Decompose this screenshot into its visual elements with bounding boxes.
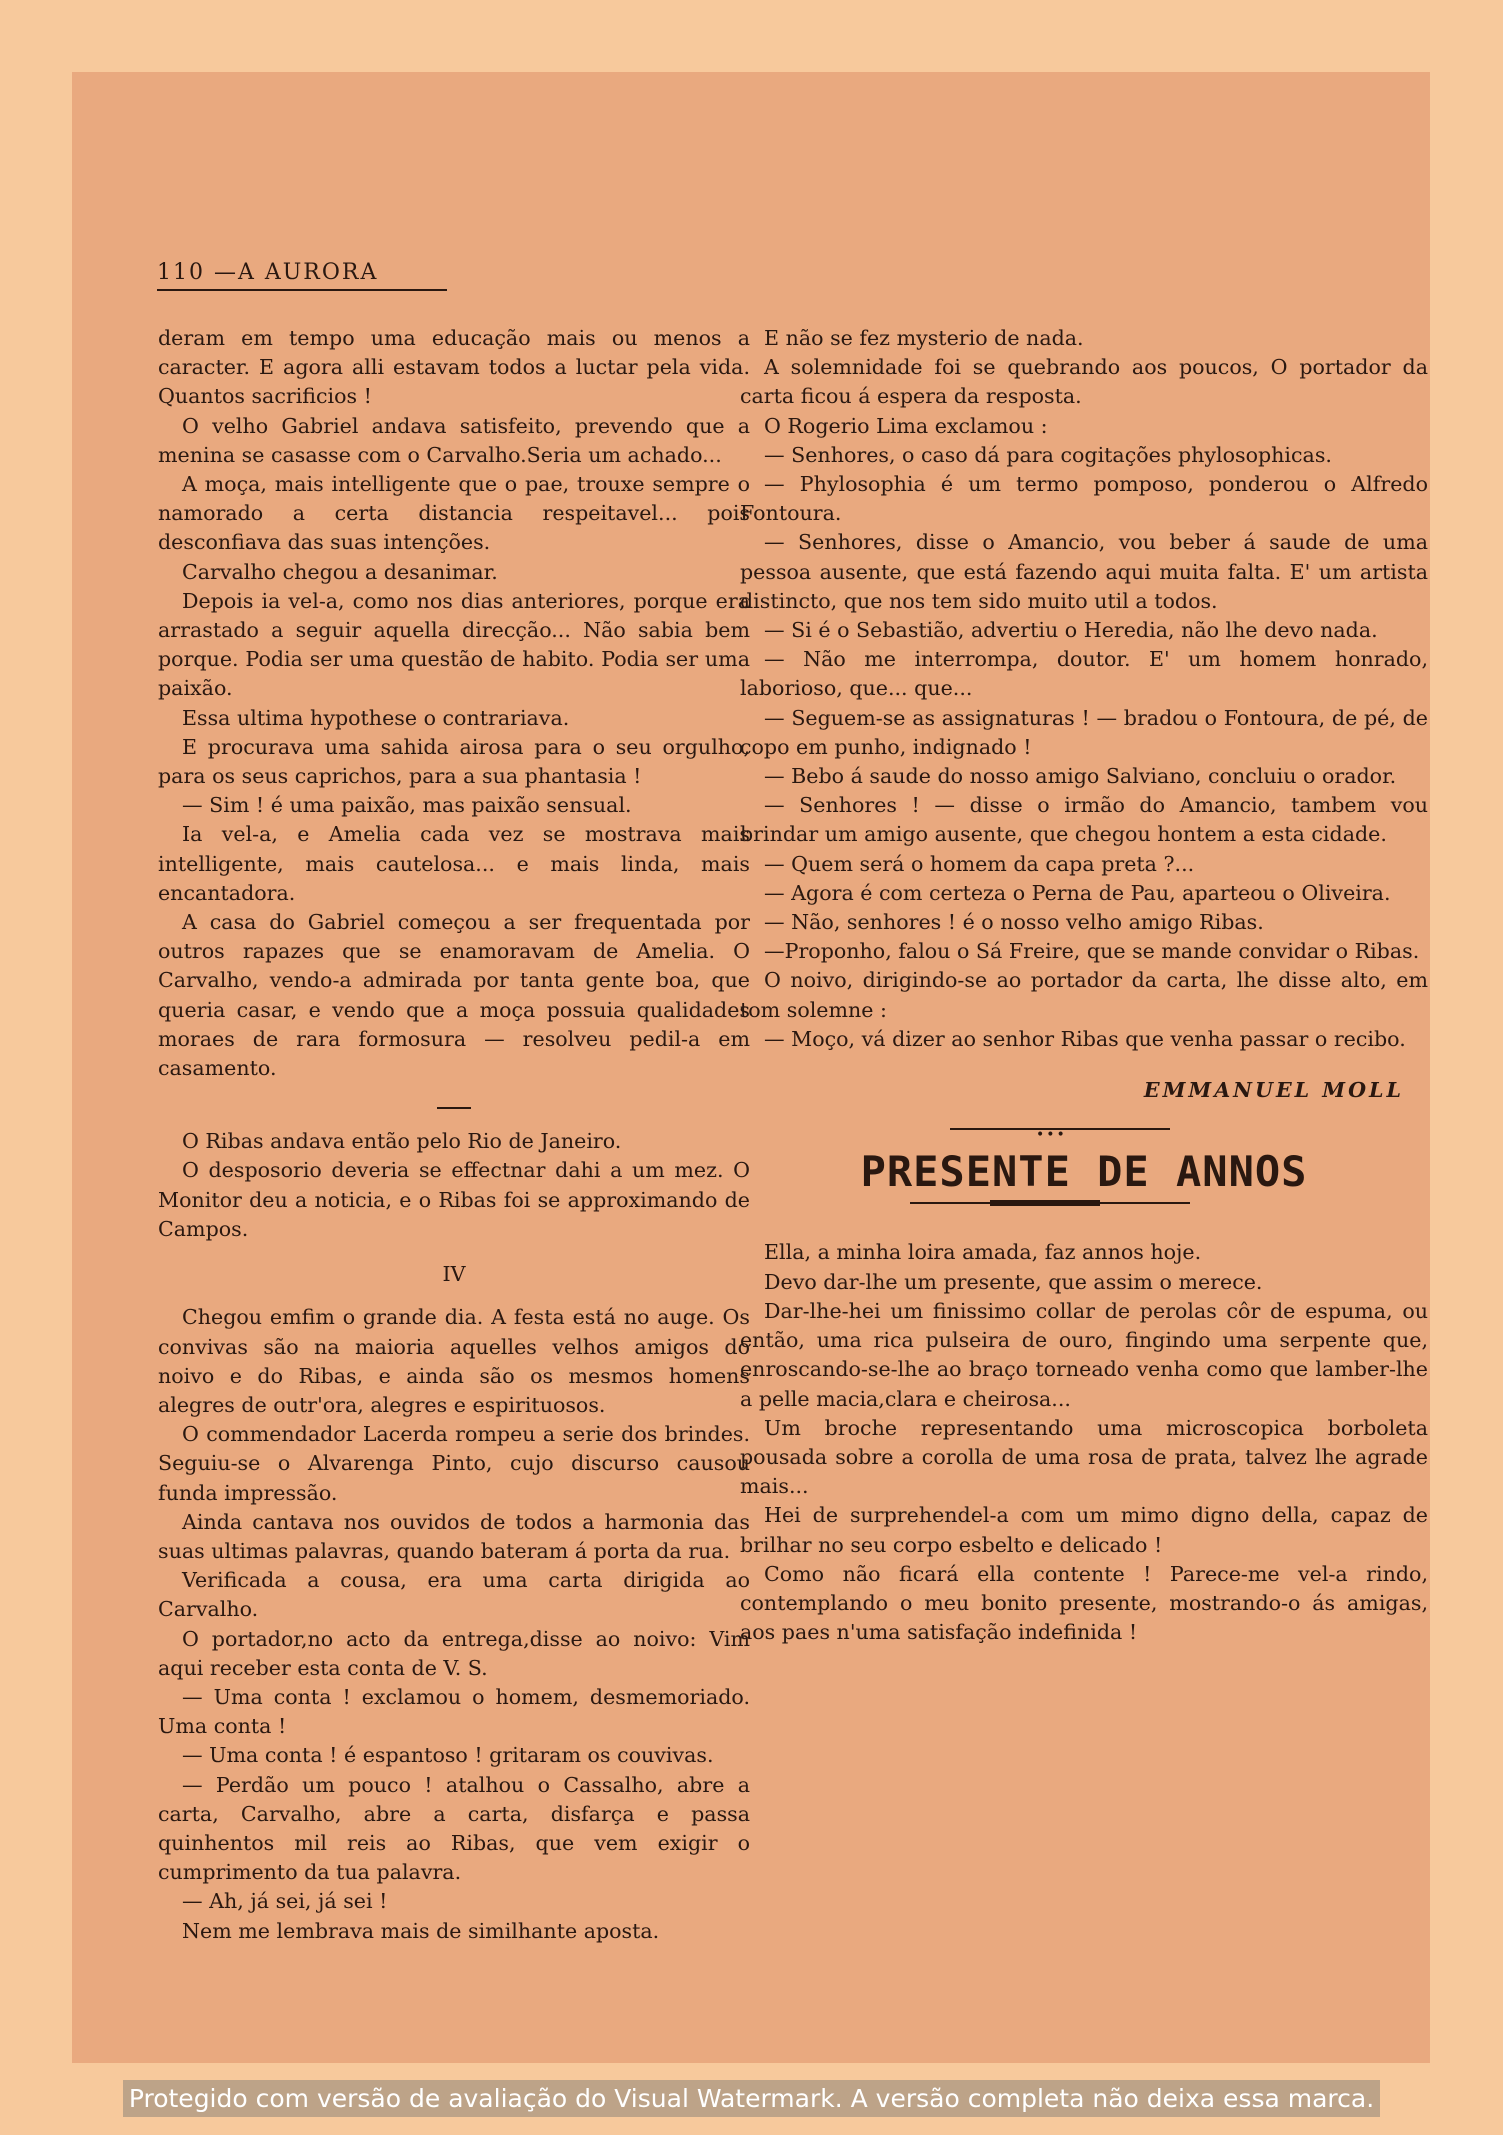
paragraph: O desposorio deveria se effectnar dahi a um mez. O Monitor deu a noticia, e o Ribas foi se approximando de Campos.: [158, 1158, 750, 1241]
left-column: [158, 324, 750, 1946]
paragraph: Um broche representando uma microscopica borboleta pousada sobre a corolla de uma rosa de prata, talvez lhe agrade mais...: [740, 1415, 1428, 1499]
paragraph: Depois ia vel-a, como nos dias anteriores, porque era arrastado a seguir aquella direcção... Não sabia bem porque. Podia ser uma questão de habito. Podia ser uma paixão.: [158, 588, 750, 701]
watermark-text: Protegido com versão de avaliação do Visual Watermark. A versão completa não deixa essa marca.: [123, 2080, 1380, 2117]
paragraph: Dar-lhe-hei um finissimo collar de perolas côr de espuma, ou então, uma rica pulseira de ouro, fingindo uma serpente que, enroscando-se-lhe ao braço torneado venha como que lamber-lhe a pelle macia,clara e cheirosa...: [740, 1298, 1428, 1411]
paragraph: E não se fez mysterio de nada.: [764, 326, 1084, 350]
paragraph: — Ah, já sei, já sei !: [182, 1889, 388, 1914]
paragraph: — Si é o Sebastião, advertiu o Heredia, não lhe devo nada.: [764, 618, 1378, 643]
paragraph: E procurava uma sahida airosa para o seu orgulho, para os seus caprichos, para a sua phantasia !: [158, 734, 750, 789]
paragraph: — Phylosophia é um termo pomposo, ponderou o Alfredo Fontoura.: [740, 472, 1428, 526]
paragraph: Ella, a minha loira amada, faz annos hoje.: [764, 1240, 1202, 1265]
paragraph: — Senhores, disse o Amancio, vou beber á saude de uma pessoa ausente, que está fazendo aqui muita falta. E' um artista distincto, que nos tem sido muito util a todos.: [740, 530, 1428, 613]
paragraph: — Uma conta ! exclamou o homem, desmemoriado. Uma conta !: [158, 1684, 750, 1739]
paragraph: Ainda cantava nos ouvidos de todos a harmonia das suas ultimas palavras, quando bateram á porta da rua.: [158, 1509, 750, 1563]
left-text-block-2: [158, 1127, 750, 1244]
paragraph: — Seguem-se as assignaturas ! — bradou o Fontoura, de pé, de copo em punho, indignado !: [740, 705, 1428, 759]
paragraph: A moça, mais intelligente que o pae, trouxe sempre o namorado a certa distancia respeitavel... pois desconfiava das suas intenções.: [158, 472, 750, 555]
watermark-banner: [0, 2063, 1503, 2135]
paragraph: O Rogerio Lima exclamou :: [764, 413, 1048, 438]
poem-text-block: [740, 1238, 1428, 1647]
paragraph: Carvalho chegou a desanimar.: [182, 559, 498, 584]
paragraph: — Senhores ! — disse o irmão do Amancio, tambem vou brindar um amigo ausente, que chegou hontem a esta cidade.: [740, 793, 1428, 847]
paragraph: deram em tempo uma educação mais ou menos a caracter. E agora alli estavam todos a luctar pela vida. Quantos sacrificios !: [158, 326, 750, 409]
paragraph: Chegou emfim o grande dia. A festa está no auge. Os convivas são na maioria aquelles velhos amigos do noivo e do Ribas, e ainda são os mesmos homens alegres de outr'ora, alegres e espirituosos.: [158, 1305, 750, 1417]
chapter-number: IV: [442, 1262, 466, 1287]
paragraph: — Não, senhores ! é o nosso velho amigo Ribas.: [764, 910, 1264, 935]
paragraph: A solemnidade foi se quebrando aos poucos, O portador da carta ficou á espera da resposta.: [740, 355, 1428, 409]
page-header: 110 —A AURORA: [157, 260, 447, 291]
paragraph: Essa ultima hypothese o contrariava.: [182, 705, 570, 730]
paragraph: O velho Gabriel andava satisfeito, prevendo que a menina se casasse com o Carvalho.Seria um achado...: [158, 413, 750, 467]
author-signature: EMMANUEL MOLL: [1143, 1078, 1404, 1103]
poem-title: PRESENTE DE ANNOS: [860, 1147, 1308, 1197]
left-text-block-3: [158, 1303, 750, 1945]
left-text-block-1: [158, 324, 750, 1083]
paragraph: Devo dar-lhe um presente, que assim o merece.: [764, 1269, 1263, 1294]
paragraph: Nem me lembrava mais de similhante aposta.: [182, 1918, 660, 1943]
paragraph: O noivo, dirigindo-se ao portador da carta, lhe disse alto, em tom solemne :: [740, 968, 1428, 1022]
paragraph: — Não me interrompa, doutor. E' um homem honrado, laborioso, que... que...: [740, 647, 1428, 701]
section-divider: [437, 1107, 471, 1109]
paragraph: — Uma conta ! é espantoso ! gritaram os couvivas.: [182, 1743, 714, 1768]
paragraph: O Ribas andava então pelo Rio de Janeiro.: [182, 1129, 622, 1154]
paragraph: Hei de surprehendel-a com um mimo digno della, capaz de brilhar no seu corpo esbelto e delicado !: [740, 1503, 1428, 1557]
paragraph: Como não ficará ella contente ! Parece-me vel-a rindo, contemplando o meu bonito presente, mostrando-o ás amigas, aos paes n'uma satisfação indefinida !: [740, 1561, 1428, 1645]
right-text-block: [740, 324, 1428, 1054]
ornament-divider-2: [740, 1198, 1428, 1210]
paragraph: — Bebo á saude do nosso amigo Salviano, concluiu o orador.: [764, 764, 1397, 789]
paragraph: — Sim ! é uma paixão, mas paixão sensual.: [182, 793, 632, 818]
paragraph: Ia vel-a, e Amelia cada vez se mostrava mais intelligente, mais cautelosa... e mais linda, mais encantadora.: [158, 822, 750, 905]
paragraph: — Moço, vá dizer ao senhor Ribas que venha passar o recibo.: [764, 1026, 1406, 1051]
paragraph: — Agora é com certeza o Perna de Pau, aparteou o Oliveira.: [764, 880, 1391, 905]
paragraph: Verificada a cousa, era uma carta dirigida ao Carvalho.: [158, 1568, 750, 1622]
newspaper-page: [72, 72, 1430, 2070]
paragraph: — Quem será o homem da capa preta ?...: [764, 851, 1195, 876]
paragraph: A casa do Gabriel começou a ser frequentada por outros rapazes que se enamoravam de Amelia. O Carvalho, vendo-a admirada por tanta gente boa, que queria casar, e vendo que a moça possuia qualidades moraes de rara formosura — resolveu pedil-a em casamento.: [158, 910, 750, 1081]
paragraph: O commendador Lacerda rompeu a serie dos brindes. Seguiu-se o Alvarenga Pinto, cujo discurso causou funda impressão.: [158, 1422, 750, 1505]
paragraph: — Perdão um pouco ! atalhou o Cassalho, abre a carta, Carvalho, abre a carta, disfarça e passa quinhentos mil reis ao Ribas, que vem exigir o cumprimento da tua palavra.: [158, 1772, 750, 1885]
right-column: [740, 324, 1428, 1647]
paragraph: — Senhores, o caso dá para cogitações phylosophicas.: [764, 442, 1332, 467]
paragraph: —Proponho, falou o Sá Freire, que se mande convidar o Ribas.: [764, 939, 1420, 964]
ornament-divider: •••: [740, 1119, 1428, 1139]
paragraph: O portador,no acto da entrega,disse ao noivo: Vim aqui receber esta conta de V. S.: [158, 1626, 750, 1680]
